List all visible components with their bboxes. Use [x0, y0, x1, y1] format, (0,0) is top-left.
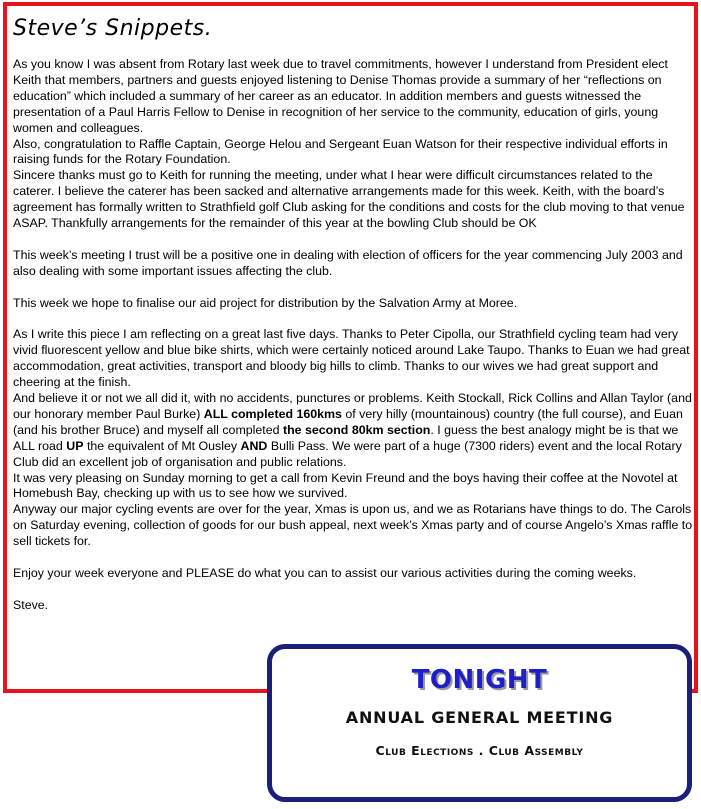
meeting-items: Club Elections . Club Assembly: [375, 743, 584, 758]
article-title: Steve’s Snippets.: [13, 16, 213, 41]
paragraph-cycling: As I write this piece I am reflecting on a great last five days. Thanks to Peter Cipolla, our Strathfield cycling team had very vivid fluorescent yellow and blue bike shirts, which were certainly noticed around Lake Taupo. Thanks to Euan we had great accommodation, great activities, transport and bloody big hills to climb. Thanks to our wives we had great support and cheering at the finish.: [13, 327, 690, 390]
signoff: Steve.: [13, 597, 49, 612]
tonight-heading: TONIGHT: [411, 665, 548, 695]
article-box: [3, 2, 698, 693]
meeting-title: ANNUAL GENERAL MEETING: [345, 708, 614, 727]
paragraph-this-week-meeting: This week’s meeting I trust will be a positive one in dealing with election of officers for the year commencing July 2003 and also dealing with some important issues affecting the club.: [13, 247, 683, 278]
paragraph-thanks-caterer: Sincere thanks must go to Keith for running the meeting, under what I hear were difficult circumstances related to the caterer. I believe the caterer has been sacked and alternative arrangements made for this week. Keith, with the board’s agreement has formally written to Strathfield golf Club asking for the conditions and costs for the club moving to that venue ASAP. Thankfully arrangements for the remainder of this year at the bowling Club should be OK: [13, 168, 685, 231]
tonight-box: [267, 644, 692, 802]
paragraph-enjoy-week: Enjoy your week everyone and PLEASE do what you can to assist our various activities during the coming weeks.: [13, 565, 637, 580]
paragraph-congratulations: Also, congratulation to Raffle Captain, George Helou and Sergeant Euan Watson for their respective individual efforts in raising funds for the Rotary Foundation.: [13, 136, 668, 167]
paragraph-xmas: Anyway our major cycling events are over for the year, Xmas is upon us, and we as Rotarians have things to do. The Carols on Saturday evening, collection of goods for our bush appeal, next week’s Xmas party and of course Angelo’s Xmas raffle to sell tickets for.: [13, 502, 693, 549]
article-body: [13, 57, 697, 614]
paragraph-sunday-call: It was very pleasing on Sunday morning to get a call from Kevin Freund and the boys having their coffee at the Novotel at Homebush Bay, checking up with us to see how we survived.: [13, 470, 678, 501]
paragraph-rotary-meeting: As you know I was absent from Rotary last week due to travel commitments, however I understand from President elect Keith that members, partners and guests enjoyed listening to Denise Thomas provide a summary of her “reflections on education” which included a summary of her career as an educator. In addition members and guests witnessed the presentation of a Paul Harris Fellow to Denise in recognition of her service to the community, education of girls, young women and colleagues.: [13, 57, 668, 135]
paragraph-aid-project: This week we hope to finalise our aid project for distribution by the Salvation Army at Moree.: [13, 295, 518, 310]
paragraph-completed: And believe it or not we all did it, with no accidents, punctures or problems. Keith Stockall, Rick Collins and Allan Taylor (and our honorary member Paul Burke) ALL completed 160kms of very hilly (mountainous) country (the full course), and Euan (and his brother Bruce) and myself all completed the second 80km section. I guess the best analogy might be is that we ALL road UP the equivalent of Mt Ousley AND Bulli Pass. We were part of a huge (7300 riders) event and the local Rotary Club did an excellent job of organisation and public relations.: [13, 390, 692, 469]
